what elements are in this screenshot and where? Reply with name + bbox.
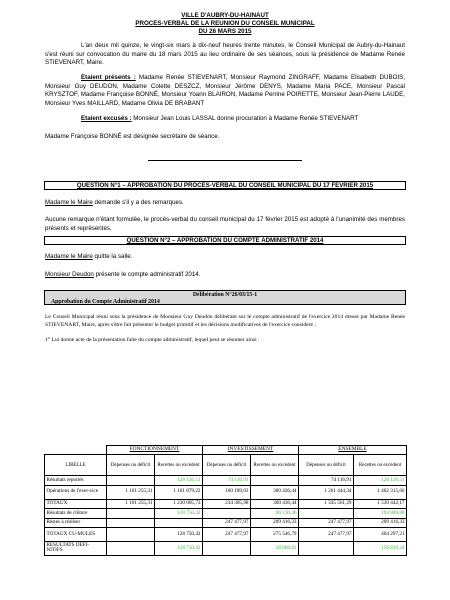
q2-deudon-line [45, 271, 405, 280]
table-cell: 128 750,42 [155, 527, 203, 541]
q1-maire-line [45, 199, 405, 208]
table-cell: 209 416,33 [251, 518, 299, 527]
libelle-header: LIBELLE [45, 455, 107, 476]
financial-summary-table [44, 445, 407, 556]
table-cell [299, 509, 354, 518]
q2-deudon-text: présente le compte administratif 2014. [93, 271, 201, 278]
separator-line [148, 160, 302, 161]
table-cell [107, 527, 155, 541]
row-label: Résultats reportés [45, 476, 107, 485]
town-title: VILLE D'AUBRY-DU-HAINAUT [181, 12, 269, 19]
table-cell: 74 116,91 [203, 476, 251, 485]
deliberation-title: Approbation du Compte Administratif 2014 [51, 298, 160, 305]
table-cell: 1 230 005,73 [155, 499, 203, 508]
table-cell: 247 477,97 [299, 527, 354, 541]
table-cell: 128 750,42 [155, 509, 203, 518]
table-cell [107, 509, 155, 518]
excuses-label: Etaient excusés : [81, 115, 132, 122]
q1-maire-name: Madame le Maire [45, 199, 93, 206]
excuses-text: Monsieur Jean Louis LASSAL donne procuration à Madame Renée STIEVENART [131, 115, 359, 122]
table-cell: 247 477,97 [203, 527, 251, 541]
col-header: Recettes ou excédent [354, 455, 407, 476]
excuses-paragraph [45, 115, 405, 124]
table-body [45, 476, 407, 556]
presents-label: Etaient présents : [81, 74, 136, 81]
table-cell: 160 189,03 [203, 485, 251, 499]
deliberation-number: Délibération N°26/03/15-1 [192, 291, 258, 298]
table-row [45, 541, 407, 555]
col-header: Dépenses ou déficit [107, 455, 155, 476]
table-row [45, 518, 407, 527]
table-cell: 404 297,21 [354, 527, 407, 541]
row-label: RESULTATS DEFI-NITIFS [45, 541, 107, 555]
table-cell: 1 530 442,17 [354, 499, 407, 508]
row-label: Restes à réaliser [45, 518, 107, 527]
q2-maire-name: Madame le Maire [45, 253, 93, 260]
table-subheader-row [45, 455, 407, 476]
table-cell: 74 116,91 [299, 476, 354, 485]
table-cell [107, 476, 155, 485]
question-1-title: QUESTION N°1 – APPROBATION DU PROCES-VERBAL DU CONSEIL MUNICIPAL DU 17 FEVRIER 2015 [76, 182, 374, 189]
group-investissement: INVESTISSEMENT [203, 446, 299, 455]
table-cell: 1 101 255,31 [107, 485, 155, 499]
table-cell: 300 436,44 [251, 485, 299, 499]
table-cell: 128 126,51 [354, 476, 407, 485]
table-cell: 194 880,88 [354, 509, 407, 518]
table-cell: 275 546,79 [251, 527, 299, 541]
table-cell: 128 126,51 [155, 476, 203, 485]
col-header: Dépenses ou déficit [203, 455, 251, 476]
table-cell: 247 477,97 [203, 518, 251, 527]
document-title: PROCES-VERBAL DE LA REUNION DU CONSEIL MUNICIPAL [135, 20, 315, 27]
table-cell: 1 402 315,66 [354, 485, 407, 499]
question-2-box [44, 236, 406, 245]
q2-maire-text: quitte la salle. [92, 253, 133, 260]
table-cell: 66 130,46 [251, 509, 299, 518]
table-row [45, 509, 407, 518]
group-fonctionnement: FONCTIONNEMENT [107, 446, 203, 455]
table-cell [155, 518, 203, 527]
table-cell: 209 416,33 [354, 518, 407, 527]
row-label: TOTAUX [45, 499, 107, 508]
meeting-date: DU 26 MARS 2015 [198, 28, 252, 35]
ca-paragraph-1: Le Conseil Municipal réuni sous la présidence de Monsieur Guy Deudon délibérant sur le compte administratif de l'exercice 2014 dressé par Madame Renée STIEVENART, Maire, après s'être fait présenter le budget primitif et les décisions modificatives de l'exercice considéré ; [45, 314, 405, 328]
q1-result-paragraph: Aucune remarque n'étant formulée, le procès-verbal du conseil municipal du 17 février 2015 est adopté à l'unanimité des membres présents et représentés. [45, 216, 405, 232]
table-cell [203, 509, 251, 518]
group-ensemble: ENSEMBLE [299, 446, 407, 455]
question-2-title: QUESTION N°2 – APPROBATION DU COMPTE ADMINISTRATIF 2014 [126, 237, 324, 244]
col-header: Dépenses ou déficit [299, 455, 354, 476]
table-cell: 128 750,42 [155, 541, 203, 555]
table-corner [45, 446, 107, 455]
table-cell [107, 541, 155, 555]
table-cell [203, 541, 251, 555]
table-cell: 1 261 444,34 [299, 485, 354, 499]
table-cell: 1 101 255,31 [107, 499, 155, 508]
table-cell [107, 518, 155, 527]
deliberation-box [44, 290, 406, 305]
table-cell: 1 101 879,22 [155, 485, 203, 499]
table-group-header-row [45, 446, 407, 455]
table-row [45, 485, 407, 499]
ca-paragraph-2: 1° Lui donne acte de la présentation faite du compte administratif, lequel peut se résumer ainsi : [45, 337, 260, 343]
table-row [45, 499, 407, 508]
table-row [45, 476, 407, 485]
intro-paragraph [45, 42, 405, 68]
q1-maire-text: demande s'il y a des remarques. [92, 199, 184, 206]
col-header: Recettes ou excédent [155, 455, 203, 476]
q2-maire-line [45, 253, 405, 262]
col-header: Recettes ou excédent [251, 455, 299, 476]
table-cell: 234 305,98 [203, 499, 251, 508]
intro-text: L'an deux mil quinze, le vingt-six mars à dix-neuf heures trente minutes, le Conseil Municipal de Aubry-du-Hainaut s'est réuni sur convocation du maire du 18 mars 2015 au lieu ordinaire de ses séances, sous la présidence de Madame Renée STIEVENART, Maire. [45, 42, 405, 67]
table-cell: 247 477,97 [299, 518, 354, 527]
table-cell [299, 541, 354, 555]
table-cell: 300 436,44 [251, 499, 299, 508]
row-label: Opérations de l'exer-cice [45, 485, 107, 499]
table-cell [251, 476, 299, 485]
table-cell: 28 068,82 [251, 541, 299, 555]
question-1-box [44, 181, 406, 190]
q2-deudon-name: Monsieur Deudon [45, 271, 94, 278]
table-cell: 156 819,24 [354, 541, 407, 555]
presents-list: Madame Renée STIEVENART, Monsieur Raymond ZINGRAFF, Madame Elisabeth DUBOIS, Monsieur Guy DEUDON, Madame Colette DESZCZ, Monsieur Jérôme DENYS, Madame Maria PACE, Monsieur Pascal KRYSZTOF, Madame Françoise BONNÉ, Monsieur Yoann BLAIRON, Madame Perrine POIRETTE, Monsieur Jean-Pierre LAUDE, Monsieur Yves MAILLARD, Madame Olivia DE BRABANT [45, 74, 406, 107]
table-cell: 1 335 561,29 [299, 499, 354, 508]
row-label: TOTAUX CU-MULES [45, 527, 107, 541]
secretary-paragraph: Madame Françoise BONNÉ est désignée secrétaire de séance. [45, 133, 220, 140]
table-row [45, 527, 407, 541]
row-label: Résultats de clôture [45, 509, 107, 518]
presents-paragraph [45, 74, 405, 108]
